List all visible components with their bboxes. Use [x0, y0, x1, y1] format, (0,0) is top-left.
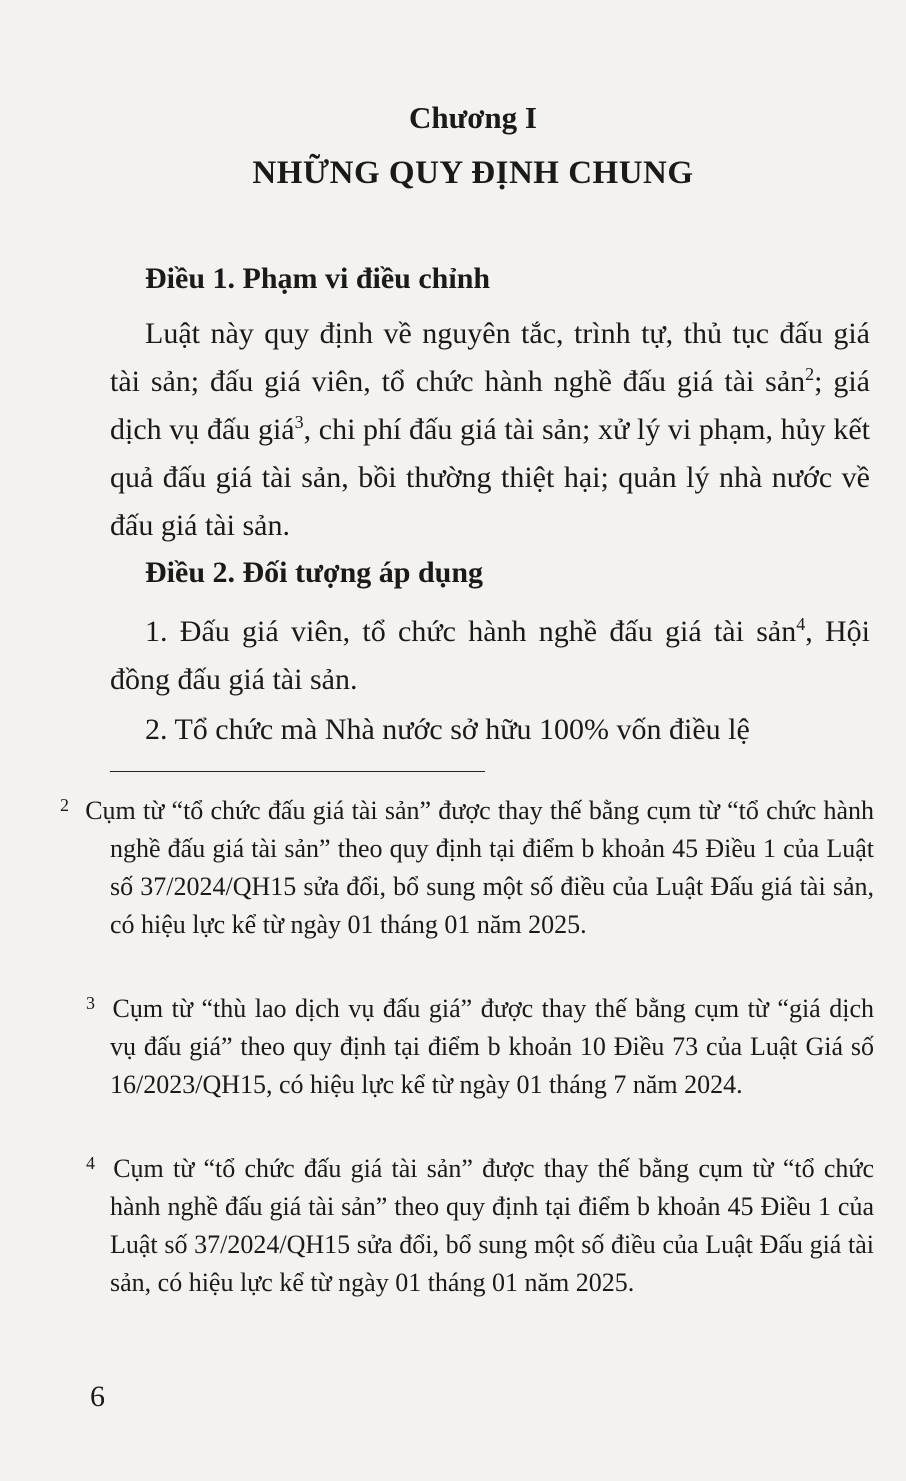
footnote-2-text: Cụm từ “tổ chức đấu giá tài sản” được thay thế bằng cụm từ “tổ chức hành nghề đấu giá tài sản” theo quy định tại điểm b khoản 45 Điều 1 của Luật số 37/2024/QH15 sửa đổi, bổ sung một số điều của Luật Đấu giá tài sản, có hiệu lực kể từ ngày 01 tháng 01 năm 2025.	[85, 796, 874, 939]
article-1-heading: Điều 1. Phạm vi điều chỉnh	[145, 262, 491, 295]
article-2-item-1	[110, 608, 870, 704]
footnote-3: 3 Cụm từ “thù lao dịch vụ đấu giá” được thay thế bằng cụm từ “giá dịch vụ đấu giá” theo quy định tại điểm b khoản 10 Điều 73 của Luật Giá số 16/2023/QH15, có hiệu lực kể từ ngày 01 tháng 7 năm 2024.	[86, 993, 874, 1099]
article-2-item-1-text: 1. Đấu giá viên, tổ chức hành nghề đấu giá tài sản	[145, 615, 797, 648]
footnote-ref-3: 3	[294, 412, 304, 432]
article-1-text-3: , chi phí đấu giá tài sản; xử lý vi phạm, hủy kết quả đấu giá tài sản, bồi thường thiệt hại; quản lý nhà nước về đấu giá tài sản.	[110, 413, 870, 542]
footnote-4-text: Cụm từ “tổ chức đấu giá tài sản” được thay thế bằng cụm từ “tổ chức hành nghề đấu giá tài sản” theo quy định tại điểm b khoản 45 Điều 1 của Luật số 37/2024/QH15 sửa đổi, bổ sung một số điều của Luật Đấu giá tài sản, có hiệu lực kể từ ngày 01 tháng 01 năm 2025.	[110, 1154, 874, 1297]
chapter-title: NHỮNG QUY ĐỊNH CHUNG	[252, 155, 694, 191]
footnote-ref-2: 2	[805, 364, 815, 384]
article-2-item-1-tail: , Hội đồng đấu giá tài sản.	[110, 615, 870, 696]
footnote-ref-4: 4	[796, 614, 806, 634]
footnote-divider	[110, 771, 485, 772]
footnote-2: 2 Cụm từ “tổ chức đấu giá tài sản” được thay thế bằng cụm từ “tổ chức hành nghề đấu giá tài sản” theo quy định tại điểm b khoản 45 Điều 1 của Luật số 37/2024/QH15 sửa đổi, bổ sung một số điều của Luật Đấu giá tài sản, có hiệu lực kể từ ngày 01 tháng 01 năm 2025.	[60, 795, 874, 939]
article-1-paragraph	[110, 310, 870, 550]
chapter-label: Chương I	[409, 100, 537, 135]
article-2-heading: Điều 2. Đối tượng áp dụng	[145, 556, 484, 589]
article-2-item-2: 2. Tổ chức mà Nhà nước sở hữu 100% vốn điều lệ	[145, 713, 750, 746]
article-1-text-1: Luật này quy định về nguyên tắc, trình tự, thủ tục đấu giá tài sản; đấu giá viên, tổ chức hành nghề đấu giá tài sản	[110, 317, 870, 398]
footnote-4: 4 Cụm từ “tổ chức đấu giá tài sản” được thay thế bằng cụm từ “tổ chức hành nghề đấu giá tài sản” theo quy định tại điểm b khoản 45 Điều 1 của Luật số 37/2024/QH15 sửa đổi, bổ sung một số điều của Luật Đấu giá tài sản, có hiệu lực kể từ ngày 01 tháng 01 năm 2025.	[86, 1153, 874, 1297]
article-1-text-2: ; giá dịch vụ đấu giá	[110, 365, 870, 446]
footnote-3-text: Cụm từ “thù lao dịch vụ đấu giá” được thay thế bằng cụm từ “giá dịch vụ đấu giá” theo quy định tại điểm b khoản 10 Điều 73 của Luật Giá số 16/2023/QH15, có hiệu lực kể từ ngày 01 tháng 7 năm 2024.	[110, 994, 874, 1099]
page-number: 6	[90, 1380, 105, 1413]
